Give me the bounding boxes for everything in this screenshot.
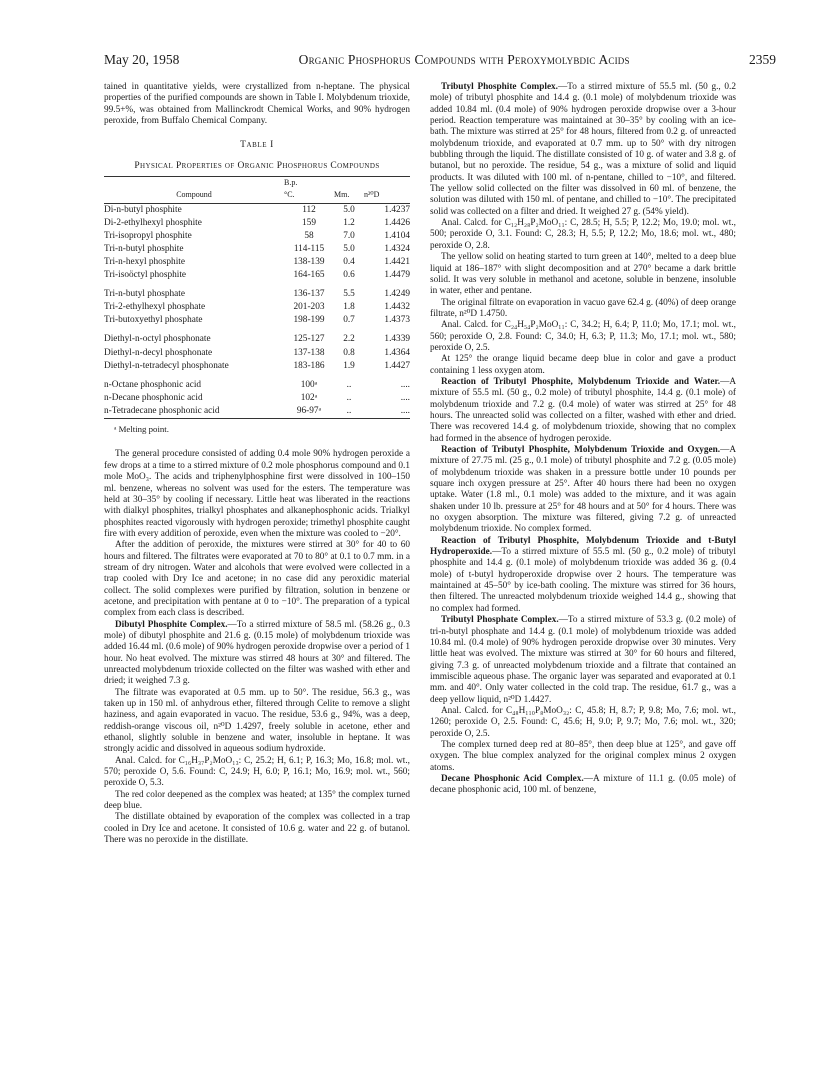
- table-cell-compound: Tri-isoöctyl phosphite: [104, 270, 187, 281]
- decane-heading: Decane Phosphonic Acid Complex.: [441, 773, 584, 784]
- table-row: [104, 360, 410, 373]
- tributyl-phosphite-text: —To a stirred mixture of 55.5 ml. (50 g., 0.2 mole) of tributyl phosphite and 14.4 g. (0.1 mole) of molybdenum trioxide was added 10.84 ml. (0.4 mole) of 90% hydrogen peroxide dropwise over a 3-hour period. Reaction temperature was maintained at 30–35° by cooling with an ice-bath. The mixture was stirred at 25° for 48 hours, filtered from 0.2 g. of unreacted molybdenum trioxide, and evaporated at 0.7 mm. up to 50° with dry nitrogen bubbling through the liquid. The distillate consisted of 10 g. of water and 3.8 g. of butanol, but no peroxide. The residue, 54 g., was a mixture of solid and liquid products. It was diluted with 100 ml. of n-pentane, chilled to −10°, and filtered. The yellow solid collected on the filter was dissolved in 60 ml. of benzene, the solution was diluted with 150 ml. of pentane, and chilled to −10°. The precipitated solid was collected on a filter and dried. It weighed 27 g. (54% yield).: [430, 82, 736, 217]
- header-title: Organic Phosphorus Compounds with Peroxymolybdic Acids: [298, 52, 630, 67]
- table-cell-celsius: 114-115: [293, 243, 325, 254]
- table-header-mm: Mm.: [334, 189, 364, 204]
- table-cell-mm: 5.0: [343, 243, 355, 254]
- table-cell-compound: Diethyl-n-tetradecyl phosphonate: [104, 360, 229, 371]
- table-cell-mm: 0.8: [343, 347, 355, 358]
- table-cell-celsius: 138-139: [293, 256, 325, 267]
- table-cell-celsius: 201-203: [293, 302, 325, 313]
- table-row: [104, 347, 410, 360]
- table-header-blank-2: [364, 176, 410, 189]
- table-cell-refractive-index: 1.4426: [384, 217, 410, 228]
- table-row: [104, 282, 410, 301]
- table-cell-celsius: 183-186: [293, 360, 325, 371]
- decane-paragraph: [430, 774, 736, 797]
- table-cell-refractive-index: ....: [400, 405, 410, 416]
- tributyl-phosphate-paragraph: [430, 615, 736, 706]
- orange-liquid-paragraph: At 125° the orange liquid became deep blue in color and gave a product containing 1 less oxygen atom.: [430, 354, 736, 376]
- deep-red-paragraph: The complex turned deep red at 80–85°, then deep blue at 125°, and gave off oxygen. The blue complex analyzed for the original complex minus 2 oxygen atoms.: [430, 739, 736, 773]
- table-row: [104, 314, 410, 327]
- table-cell-mm: ..: [346, 379, 352, 390]
- table-cell-mm: 0.4: [343, 256, 355, 267]
- table-cell-celsius: 164-165: [293, 270, 325, 281]
- table-row: [104, 203, 410, 217]
- table-cell-compound: Diethyl-n-octyl phosphonate: [104, 334, 211, 345]
- procedure-paragraph-1: The general procedure consisted of adding 0.4 mole 90% hydrogen peroxide a few drops at a time to a stirred mixture of 0.2 mole phosphorus compound and 0.1 mole MoO₃. The acids and triphenylphosphine first were dissolved in 100–150 ml. benzene, whereas no solvent was used for the esters. The temperature was held at 30–35° by cooling if necessary. Little heat was liberated in the reactions with dialkyl phosphites, trialkyl phosphates and alkanephosphonic acids. Trialkyl phosphites reacted vigorously with hydrogen peroxide; trimethyl phosphite caught fire with every addition of peroxide, even when the mixture was cooled to −20°.: [104, 449, 410, 539]
- table-cell-mm: 2.2: [343, 334, 355, 345]
- dibutyl-paragraph-4: The distillate obtained by evaporation of the complex was collected in a trap cooled in Dry Ice and acetone. It consisted of 10.6 g. water and 22 g. of butanol. There was no peroxide in the distillate.: [104, 812, 410, 846]
- table-cell-compound: Tri-n-hexyl phosphite: [104, 256, 186, 267]
- table-cell-mm: ..: [346, 392, 352, 403]
- oxygen-reaction-text: —A mixture of 27.75 ml. (25 g., 0.1 mole) of tributyl phosphite and 7.2 g. (0.05 mole) of molybdenum trioxide was shaken in a pressure bottle under 10 pounds per square inch oxygen pressure at 25°. After 40 hours there had been no oxygen uptake. Water (1.8 ml., 0.1 mole) was added to the mixture, and it was again shaken under 10 lb. pressure at 25° for 48 hours and at 50° for 4 hours. There was no oxygen absorption. The mixture was filtered, giving 7.2 g. of unreacted molybdenum trioxide. No complex formed.: [430, 445, 736, 535]
- table-row: [104, 269, 410, 282]
- hydroperoxide-reaction-text: —To a stirred mixture of 55.5 ml. (50 g., 0.2 mole) of tributyl phosphite and 14.4 g. (0.1 mole) of molybdenum trioxide was added 36 g. (0.4 mole) of t-butyl hydroperoxide dropwise over 2 hours. The temperature was maintained at 45–50° by ice-bath cooling. The mixture was stirred for 36 hours, then filtered. The unreacted molybdenum trioxide weighed 14.4 g., showing that no complex had formed.: [430, 547, 736, 614]
- filtrate-paragraph: The original filtrate on evaporation in vacuo gave 62.4 g. (40%) of deep orange filtrate, n²⁰D 1.4750.: [430, 297, 736, 319]
- table-cell-refractive-index: 1.4237: [384, 204, 410, 215]
- table-cell-compound: n-Tetradecane phosphonic acid: [104, 405, 220, 416]
- table-row: [104, 392, 410, 405]
- table-cell-mm: 5.5: [343, 289, 355, 300]
- table-cell-celsius: 159: [302, 217, 316, 228]
- table-row: [104, 243, 410, 256]
- header-date: May 20, 1958: [104, 52, 180, 67]
- water-reaction-paragraph: [430, 377, 736, 445]
- table-cell-compound: n-Decane phosphonic acid: [104, 392, 203, 403]
- table-cell-compound: Di-n-butyl phosphite: [104, 204, 182, 215]
- table-row: [104, 217, 410, 230]
- table-cell-refractive-index: 1.4339: [384, 334, 410, 345]
- oxygen-reaction-paragraph: [430, 445, 736, 536]
- table-cell-mm: 0.7: [343, 315, 355, 326]
- table-title: Physical Properties of Organic Phosphorus Compounds: [134, 160, 380, 171]
- water-reaction-text: —A mixture of 55.5 ml. (50 g., 0.2 mole) of tributyl phosphite, 14.4 g. (0.1 mole) of molybdenum trioxide and 7.2 g. (0.4 mole) of water was stirred at 25° for 48 hours. The unreacted solid was collected on a filter, washed with ether and dried. There was recovered 14.4 g. of molybdenum trioxide, showing that no complex had formed in the absence of hydrogen peroxide.: [430, 376, 736, 444]
- table-cell-refractive-index: 1.4421: [384, 256, 410, 267]
- table-header-compound: Compound: [104, 189, 284, 204]
- table-cell-mm: 5.0: [343, 204, 355, 215]
- procedure-paragraph-2: After the addition of peroxide, the mixtures were stirred at 30° for 40 to 60 hours and filtered. The filtrates were evaporated at 70 to 80° at 0.1 to 0.7 mm. in a stream of dry nitrogen. Water and alcohols that were evolved were collected in a trap cooled with Dry Ice and acetone; in no case did any peroxidic material collect. The solid complexes were purified by filtration, solution in benzene or acetone, and precipitation with pentane at 0 to −10°. The preparation of a typical complex from each class is described.: [104, 540, 410, 619]
- table-cell-celsius: 198-199: [293, 315, 325, 326]
- table-cell-refractive-index: 1.4479: [384, 270, 410, 281]
- tributyl-analysis-2: Anal. Calcd. for C₂₄H₅₄P₂MoO₁₁: C, 34.2; H, 6.4; P, 11.0; Mo, 17.1; mol. wt., 560; peroxide O, 2.8. Found: C, 34.0; H, 6.3; P, 11.3; Mo, 17.1; mol. wt., 580; peroxide O, 2.5.: [430, 320, 736, 353]
- table-cell-celsius: 112: [302, 204, 316, 215]
- right-column: [430, 82, 736, 797]
- table-row: [104, 256, 410, 269]
- oxygen-reaction-heading: Reaction of Tributyl Phosphite, Molybdenum Trioxide and Oxygen.: [441, 445, 721, 455]
- dibutyl-paragraph-3: The red color deepened as the complex was heated; at 135° the complex turned deep blue.: [104, 789, 410, 812]
- table-cell-refractive-index: 1.4249: [384, 289, 410, 300]
- running-header: [104, 52, 776, 70]
- table-cell-refractive-index: 1.4324: [384, 243, 410, 254]
- table-cell-celsius: 137-138: [293, 347, 325, 358]
- decane-text: —A mixture of 11.1 g. (0.05 mole) of decane phosphonic acid, 100 ml. of benzene,: [430, 773, 736, 796]
- tributyl-phosphite-paragraph: [430, 82, 736, 218]
- table-header-celsius: °C.: [284, 189, 334, 204]
- dibutyl-paragraph-2: The filtrate was evaporated at 0.5 mm. up to 50°. The residue, 56.3 g., was taken up in 150 ml. of anhydrous ether, filtered through Celite to remove a slight haziness, and again evaporated in vacuo. The residue, 53.6 g., 94%, was a deep, reddish-orange viscous oil, n²⁰D 1.4297, freely soluble in acetone, ether and ethanol, slightly soluble in benzene and water, insoluble in heptane. It was strongly acidic and dissolved in aqueous sodium hydroxide.: [104, 687, 410, 755]
- table-cell-compound: Tri-isopropyl phosphite: [104, 230, 192, 241]
- table-row: [104, 301, 410, 314]
- table-row: [104, 405, 410, 419]
- properties-table: [104, 176, 410, 419]
- left-column: [104, 82, 410, 847]
- dibutyl-analysis: Anal. Calcd. for C₁₆H₃₇P₂MoO₁₃: C, 25.2; H, 6.1; P, 16.3; Mo, 16.8; mol. wt., 570; peroxide O, 5.6. Found: C, 24.9; H, 6.0; P, 16.1; Mo, 16.9; mol. wt., 560; peroxide O, 5.3.: [104, 755, 410, 789]
- table-cell-mm: ..: [346, 405, 352, 416]
- table-cell-refractive-index: 1.4432: [384, 302, 410, 313]
- table-cell-compound: Tri-n-butyl phosphate: [104, 289, 186, 300]
- tributyl-phosphate-text: —To a stirred mixture of 53.3 g. (0.2 mole) of tri-n-butyl phosphate and 14.4 g. (0.1 mole) of molybdenum trioxide was added 10.84 ml. (0.4 mole) of 90% hydrogen peroxide dropwise over 30 minutes. Very little heat was evolved. The mixture was stirred at 30° for 60 hours and filtered, giving 7.3 g. of unreacted molybdenum trioxide and a filtrate that contained an immiscible aqueous phase. The organic layer was separated and evaporated at 0.1 mm. and 40°. Only water collected in the cold trap. The residue, 61.7 g., was a deep yellow liquid, n²⁰D 1.4427.: [430, 615, 736, 705]
- dibutyl-heading: Dibutyl Phosphite Complex.: [115, 619, 228, 630]
- dibutyl-paragraph: [104, 620, 410, 688]
- table-cell-compound: Tri-n-butyl phosphite: [104, 243, 184, 254]
- table-cell-celsius: 125-127: [293, 334, 325, 345]
- table-cell-refractive-index: 1.4364: [384, 347, 410, 358]
- table-cell-celsius: 58: [304, 230, 314, 241]
- table-cell-refractive-index: 1.4104: [384, 230, 410, 241]
- tributyl-analysis-1: Anal. Calcd. for C₁₂H₂₈P₂MoO₁₁: C, 28.5; H, 5.5; P, 12.2; Mo, 19.0; mol. wt., 500; peroxide O, 3.1. Found: C, 28.3; H, 5.5; P, 12.2; Mo, 18.6; mol. wt., 480; peroxide O, 2.8.: [430, 218, 736, 251]
- table-cell-celsius: 136-137: [293, 289, 325, 300]
- table-cell-compound: Diethyl-n-decyl phosphonate: [104, 347, 213, 358]
- table-cell-compound: Di-2-ethylhexyl phosphite: [104, 217, 202, 228]
- yellow-solid-paragraph: The yellow solid on heating started to turn green at 140°, melted to a deep blue liquid at 186–187° with slight decomposition and at 270° became a dark brittle solid. It was very soluble in methanol and acetone, soluble in benzene, insoluble in water, ether and pentane.: [430, 252, 736, 297]
- table-cell-celsius: 102ᵃ: [300, 392, 318, 403]
- table-cell-celsius: 96-97ᵃ: [296, 405, 322, 416]
- table-row: [104, 328, 410, 347]
- table-cell-refractive-index: ....: [400, 379, 410, 390]
- table-cell-refractive-index: ....: [400, 392, 410, 403]
- table-cell-compound: Tri-butoxyethyl phosphate: [104, 315, 203, 326]
- table-cell-mm: 0.6: [343, 270, 355, 281]
- hydroperoxide-reaction-paragraph: [430, 536, 736, 615]
- table-cell-compound: Tri-2-ethylhexyl phosphate: [104, 302, 206, 313]
- table-cell-mm: 1.2: [343, 217, 355, 228]
- table-header-blank: [104, 176, 284, 189]
- table-cell-compound: n-Octane phosphonic acid: [104, 379, 202, 390]
- tributyl-phosphate-heading: Tributyl Phosphate Complex.: [441, 615, 559, 626]
- table-cell-refractive-index: 1.4373: [384, 315, 410, 326]
- table-row: [104, 230, 410, 243]
- table-cell-mm: 1.8: [343, 302, 355, 313]
- header-page-number: 2359: [748, 52, 776, 67]
- table-cell-celsius: 100ᵃ: [300, 379, 318, 390]
- table-row: [104, 373, 410, 392]
- table-cell-mm: 7.0: [343, 230, 355, 241]
- hydroperoxide-reaction-heading: Reaction of Tributyl Phosphite, Molybdenum Trioxide and t-Butyl Hydroperoxide.: [430, 535, 736, 558]
- table-header-bp: B.p.: [284, 176, 364, 189]
- tributyl-analysis-3: Anal. Calcd. for C₄₈H₁₁₀P₈MoO₃₂: C, 45.8; H, 8.7; P, 9.8; Mo, 7.6; mol. wt., 1260; peroxide O, 2.5. Found: C, 45.6; H, 9.0; P, 9.7; Mo, 7.6; mol. wt., 320; peroxide O, 2.5.: [430, 705, 736, 739]
- water-reaction-heading: Reaction of Tributyl Phosphite, Molybdenum Trioxide and Water.: [441, 376, 721, 387]
- table-caption: Table I: [240, 140, 274, 151]
- table-body: [104, 203, 410, 418]
- table-footnote: ᵃ Melting point.: [114, 424, 169, 435]
- table-header-refractive-index: n²⁰D: [364, 189, 410, 204]
- intro-paragraph: tained in quantitative yields, were crystallized from n-heptane. The physical properties of the purified compounds are shown in Table I. Molybdenum trioxide, 99.5+%, was obtained from Mallinckrodt Chemical Works, and 90% hydrogen peroxide, from Buffalo Chemical Company.: [104, 82, 410, 127]
- table-cell-mm: 1.9: [343, 360, 355, 371]
- table-cell-refractive-index: 1.4427: [384, 360, 410, 371]
- tributyl-phosphite-heading: Tributyl Phosphite Complex.: [441, 82, 558, 92]
- dibutyl-text: —To a stirred mixture of 58.5 ml. (58.26 g., 0.3 mole) of dibutyl phosphite and 21.6 g. (0.15 mole) of molybdenum trioxide was added 16.44 ml. (0.6 mole) of 90% hydrogen peroxide dropwise over a period of 1 hour. No heat evolved. The mixture was stirred 48 hours at 30° and filtered. The unreacted molybdenum trioxide collected on the filter was washed with ether and dried; it weighed 7.3 g.: [104, 619, 410, 687]
